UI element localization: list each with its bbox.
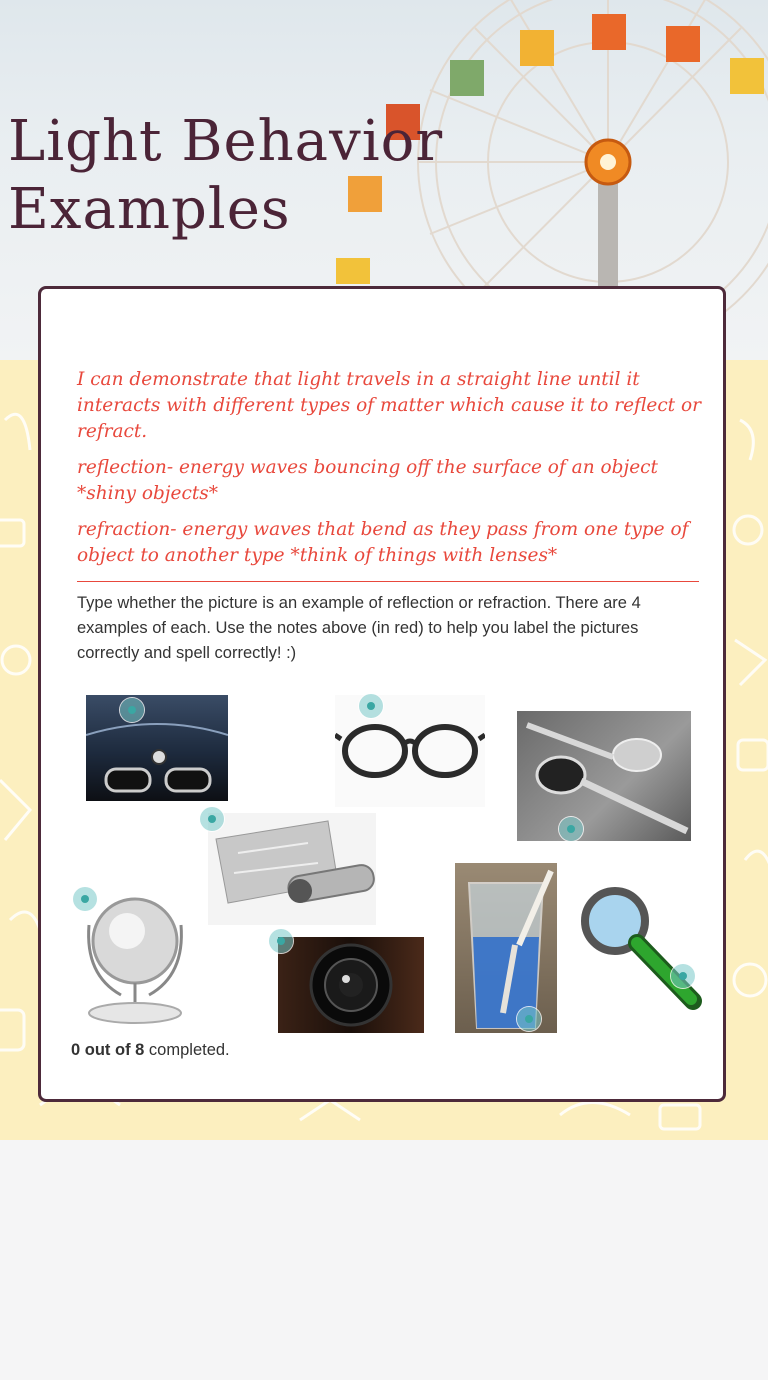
magnifying-glass-image <box>577 883 703 1011</box>
label-hotspot-camera-lens[interactable] <box>269 929 293 953</box>
divider <box>77 581 699 582</box>
progress-count: 0 out of 8 <box>71 1041 145 1059</box>
car-hood-image <box>86 695 228 801</box>
page-title <box>8 108 443 244</box>
label-hotspot-car-hood[interactable] <box>120 698 144 722</box>
spoons-image <box>517 711 691 841</box>
label-hotspot-table-mirror[interactable] <box>73 887 97 911</box>
title-line-2: Examples <box>8 177 291 242</box>
label-hotspot-magnifying-glass[interactable] <box>671 964 695 988</box>
progress-suffix: completed. <box>144 1041 230 1059</box>
progress-text <box>71 1041 230 1060</box>
eyeglasses-image <box>335 695 485 807</box>
reflection-definition: reflection- energy waves bouncing off the surface of an object *shiny objects* <box>77 457 658 504</box>
label-hotspot-spoons[interactable] <box>559 817 583 841</box>
glass-of-water-image <box>455 863 557 1033</box>
refraction-definition: refraction- energy waves that bend as they pass from one type of object to another type *think of things with lenses* <box>77 519 689 566</box>
label-hotspot-glass-of-water[interactable] <box>517 1007 541 1031</box>
worksheet-card <box>38 286 726 1102</box>
table-mirror-image <box>81 885 189 1031</box>
learning-target: I can demonstrate that light travels in a straight line until it interacts with different types of matter which cause it to reflect or refract. <box>77 369 701 442</box>
aluminum-foil-image <box>208 813 376 925</box>
label-hotspot-eyeglasses[interactable] <box>359 694 383 718</box>
label-hotspot-aluminum-foil[interactable] <box>200 807 224 831</box>
notes-block <box>77 367 705 579</box>
title-line-1: Light Behavior <box>8 109 444 174</box>
camera-lens-image <box>278 937 424 1033</box>
instructions-text: Type whether the picture is an example of reflection or refraction. There are 4 examples of each. Use the notes above (in red) to help you label the pictures correctly and spell correctly! :) <box>77 594 641 662</box>
